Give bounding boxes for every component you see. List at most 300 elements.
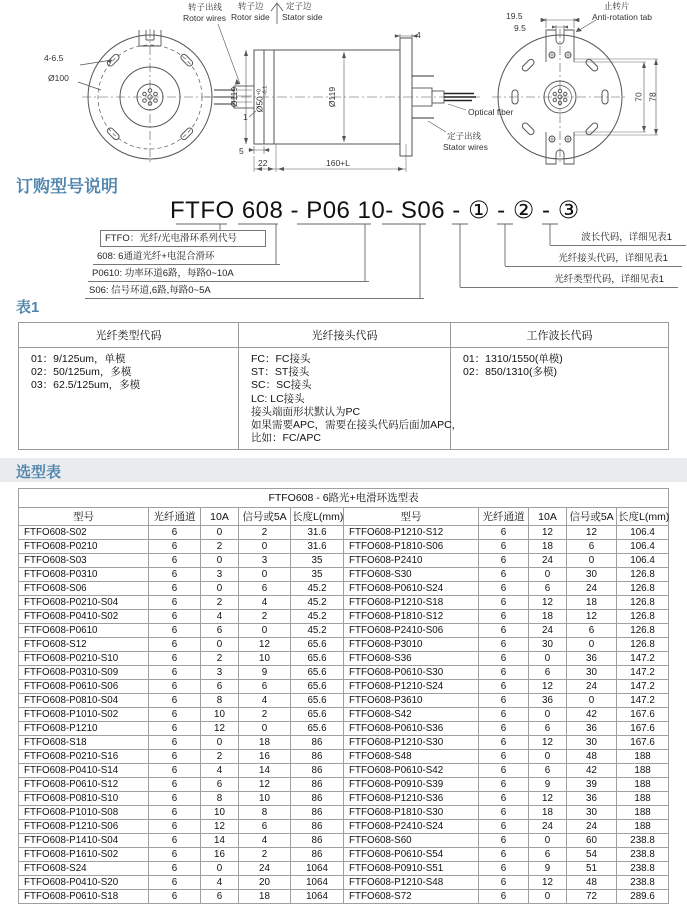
model-cell: FTFO608-S03 bbox=[19, 554, 149, 568]
value-cell: 24 bbox=[529, 624, 567, 638]
value-cell: 24 bbox=[567, 680, 617, 694]
value-cell: 6 bbox=[479, 890, 529, 904]
value-cell: 6 bbox=[479, 764, 529, 778]
value-cell: 126.8 bbox=[617, 582, 669, 596]
value-cell: 36 bbox=[567, 792, 617, 806]
model-cell: FTFO608-P0310-S09 bbox=[19, 666, 149, 680]
column-header: 光纤接头代码 bbox=[239, 323, 451, 348]
connector-cell bbox=[239, 348, 463, 450]
value-cell: 2 bbox=[201, 540, 239, 554]
value-cell: 6 bbox=[529, 764, 567, 778]
value-cell: 6 bbox=[149, 820, 201, 834]
table-row bbox=[19, 582, 669, 596]
model-cell: FTFO608-P0610-S06 bbox=[19, 680, 149, 694]
value-cell: 2 bbox=[239, 708, 291, 722]
table-row bbox=[19, 792, 669, 806]
code-line: LC: LC接头 bbox=[251, 392, 305, 405]
value-cell: 42 bbox=[567, 764, 617, 778]
model-cell: FTFO608-S02 bbox=[19, 526, 149, 540]
model-cell: FTFO608-P0410-S14 bbox=[19, 764, 149, 778]
value-cell: 6 bbox=[149, 554, 201, 568]
model-cell: FTFO608-P0610-S24 bbox=[344, 582, 479, 596]
value-cell: 6 bbox=[529, 848, 567, 862]
table-row bbox=[19, 638, 669, 652]
value-cell: 12 bbox=[239, 638, 291, 652]
value-cell: 6 bbox=[529, 582, 567, 596]
model-cell: FTFO608-S18 bbox=[19, 736, 149, 750]
value-cell: 167.6 bbox=[617, 708, 669, 722]
value-cell: 188 bbox=[617, 764, 669, 778]
code-table bbox=[18, 322, 669, 450]
value-cell: 167.6 bbox=[617, 736, 669, 750]
rotor-side-label-en: Rotor side bbox=[231, 12, 270, 22]
line-art bbox=[0, 0, 687, 172]
value-cell: 106.4 bbox=[617, 540, 669, 554]
front-holes-dim: 4-6.5 bbox=[44, 53, 64, 63]
value-cell: 14 bbox=[239, 764, 291, 778]
value-cell: 36 bbox=[529, 694, 567, 708]
model-cell: FTFO608-S36 bbox=[344, 652, 479, 666]
ordering-section bbox=[0, 172, 687, 296]
value-cell: 65.6 bbox=[291, 694, 344, 708]
model-cell: FTFO608-S72 bbox=[344, 890, 479, 904]
value-cell: 12 bbox=[239, 778, 291, 792]
selection-header-row bbox=[19, 508, 669, 526]
wavelength-cell bbox=[451, 348, 669, 450]
value-cell: 0 bbox=[239, 624, 291, 638]
model-cell: FTFO608-P2410 bbox=[344, 554, 479, 568]
value-cell: 12 bbox=[567, 526, 617, 540]
table-row bbox=[19, 610, 669, 624]
column-header: 信号或5A bbox=[239, 508, 291, 526]
value-cell: 6 bbox=[567, 540, 617, 554]
model-cell: FTFO608-S60 bbox=[344, 834, 479, 848]
code-line: 02：50/125um，多模 bbox=[31, 366, 132, 379]
table-row bbox=[19, 750, 669, 764]
value-cell: 6 bbox=[479, 750, 529, 764]
value-cell: 12 bbox=[529, 680, 567, 694]
value-cell: 1064 bbox=[291, 876, 344, 890]
value-cell: 86 bbox=[291, 792, 344, 806]
table-row bbox=[19, 666, 669, 680]
value-cell: 6 bbox=[201, 680, 239, 694]
value-cell: 24 bbox=[529, 554, 567, 568]
value-cell: 238.8 bbox=[617, 848, 669, 862]
code-item-ftfo: FTFO：光纤/光电滑环系列代号 bbox=[100, 230, 266, 247]
step1-dim: 1 bbox=[243, 112, 248, 122]
value-cell: 39 bbox=[567, 778, 617, 792]
code-line: 01：1310/1550(单模) bbox=[463, 353, 563, 365]
value-cell: 12 bbox=[529, 792, 567, 806]
value-cell: 0 bbox=[201, 736, 239, 750]
value-cell: 6 bbox=[149, 736, 201, 750]
value-cell: 45.2 bbox=[291, 610, 344, 624]
value-cell: 10 bbox=[239, 792, 291, 806]
code-line: 01：9/125um，单模 bbox=[31, 353, 126, 365]
value-cell: 0 bbox=[567, 694, 617, 708]
value-cell: 0 bbox=[201, 582, 239, 596]
code-item-wavelength: 波长代码，详细见表1 bbox=[550, 230, 686, 246]
table-row bbox=[19, 540, 669, 554]
value-cell: 18 bbox=[239, 890, 291, 904]
value-cell: 6 bbox=[479, 680, 529, 694]
value-cell: 54 bbox=[567, 848, 617, 862]
model-cell: FTFO608-P0210-S16 bbox=[19, 750, 149, 764]
value-cell: 1064 bbox=[291, 862, 344, 876]
value-cell: 65.6 bbox=[291, 708, 344, 722]
value-cell: 60 bbox=[567, 834, 617, 848]
table-row bbox=[19, 834, 669, 848]
value-cell: 188 bbox=[617, 750, 669, 764]
value-cell: 35 bbox=[291, 568, 344, 582]
value-cell: 12 bbox=[529, 526, 567, 540]
model-cell: FTFO608-P1210-S30 bbox=[344, 736, 479, 750]
value-cell: 12 bbox=[529, 736, 567, 750]
value-cell: 31.6 bbox=[291, 540, 344, 554]
value-cell: 0 bbox=[201, 554, 239, 568]
value-cell: 6 bbox=[149, 890, 201, 904]
value-cell: 0 bbox=[239, 540, 291, 554]
model-cell: FTFO608-P1210 bbox=[19, 722, 149, 736]
model-cell: FTFO608-S12 bbox=[19, 638, 149, 652]
value-cell: 18 bbox=[529, 806, 567, 820]
value-cell: 0 bbox=[201, 526, 239, 540]
value-cell: 2 bbox=[239, 848, 291, 862]
value-cell: 106.4 bbox=[617, 554, 669, 568]
value-cell: 14 bbox=[201, 834, 239, 848]
stator-side-label-en: Stator side bbox=[282, 12, 323, 22]
anti-rotation-tab-label-cn: 止转片 bbox=[604, 1, 630, 11]
value-cell: 2 bbox=[201, 596, 239, 610]
value-cell: 45.2 bbox=[291, 582, 344, 596]
value-cell: 6 bbox=[149, 666, 201, 680]
anti-rotation-tab-label-en: Anti-rotation tab bbox=[592, 12, 653, 22]
technical-drawings bbox=[0, 0, 687, 172]
table-row bbox=[19, 596, 669, 610]
value-cell: 24 bbox=[529, 820, 567, 834]
model-cell: FTFO608-P0810-S04 bbox=[19, 694, 149, 708]
value-cell: 45.2 bbox=[291, 624, 344, 638]
table1-section bbox=[0, 296, 687, 458]
value-cell: 6 bbox=[149, 834, 201, 848]
value-cell: 6 bbox=[149, 876, 201, 890]
table-row bbox=[19, 526, 669, 540]
model-cell: FTFO608-P1210-S18 bbox=[344, 596, 479, 610]
value-cell: 72 bbox=[567, 890, 617, 904]
value-cell: 126.8 bbox=[617, 624, 669, 638]
column-header: 长度L(mm) bbox=[291, 508, 344, 526]
value-cell: 6 bbox=[479, 540, 529, 554]
value-cell: 238.8 bbox=[617, 834, 669, 848]
value-cell: 6 bbox=[201, 890, 239, 904]
value-cell: 8 bbox=[201, 792, 239, 806]
value-cell: 12 bbox=[529, 596, 567, 610]
table-row bbox=[19, 554, 669, 568]
model-cell: FTFO608-S06 bbox=[19, 582, 149, 596]
value-cell: 0 bbox=[529, 890, 567, 904]
value-cell: 8 bbox=[239, 806, 291, 820]
value-cell: 31.6 bbox=[291, 526, 344, 540]
value-cell: 3 bbox=[201, 568, 239, 582]
flange-dia-dim: Ø119 bbox=[229, 86, 240, 108]
value-cell: 35 bbox=[291, 554, 344, 568]
code-item-fiber-type: 光纤类型代码，详细见表1 bbox=[460, 272, 678, 288]
model-cell: FTFO608-P2410-S06 bbox=[344, 624, 479, 638]
model-cell: FTFO608-P1810-S12 bbox=[344, 610, 479, 624]
value-cell: 86 bbox=[291, 736, 344, 750]
value-cell: 6 bbox=[529, 722, 567, 736]
code-line: SC：SC接头 bbox=[251, 379, 312, 392]
ordering-heading: 订购型号说明 bbox=[16, 177, 118, 196]
value-cell: 6 bbox=[479, 554, 529, 568]
value-cell: 6 bbox=[479, 596, 529, 610]
code-item-s06: S06: 信号环道,6路,每路0~5A bbox=[85, 283, 424, 299]
optical-fiber-label: Optical fiber bbox=[468, 107, 514, 117]
stator-wires-label-cn: 定子出线 bbox=[447, 131, 482, 141]
model-cell: FTFO608-P0610-S18 bbox=[19, 890, 149, 904]
value-cell: 6 bbox=[479, 736, 529, 750]
model-cell: FTFO608-P0910-S39 bbox=[344, 778, 479, 792]
model-cell: FTFO608-P1410-S04 bbox=[19, 834, 149, 848]
table-row bbox=[19, 806, 669, 820]
table-row bbox=[19, 694, 669, 708]
column-header: 型号 bbox=[19, 508, 149, 526]
value-cell: 3 bbox=[201, 666, 239, 680]
value-cell: 6 bbox=[479, 624, 529, 638]
model-cell: FTFO608-P0210-S10 bbox=[19, 652, 149, 666]
column-header: 光纤通道 bbox=[479, 508, 529, 526]
value-cell: 0 bbox=[529, 834, 567, 848]
value-cell: 6 bbox=[479, 876, 529, 890]
table-row bbox=[19, 890, 669, 904]
model-cell: FTFO608-P1210-S48 bbox=[344, 876, 479, 890]
step5-dim: 5 bbox=[239, 146, 244, 156]
value-cell: 18 bbox=[239, 736, 291, 750]
value-cell: 65.6 bbox=[291, 652, 344, 666]
value-cell: 1064 bbox=[291, 890, 344, 904]
value-cell: 10 bbox=[201, 806, 239, 820]
value-cell: 9 bbox=[529, 778, 567, 792]
model-cell: FTFO608-P0410-S20 bbox=[19, 876, 149, 890]
value-cell: 6 bbox=[201, 778, 239, 792]
value-cell: 86 bbox=[291, 750, 344, 764]
tab-width-dim: 19.5 bbox=[506, 11, 523, 21]
value-cell: 18 bbox=[567, 596, 617, 610]
column-header: 光纤通道 bbox=[149, 508, 201, 526]
model-cell: FTFO608-S24 bbox=[19, 862, 149, 876]
value-cell: 9 bbox=[239, 666, 291, 680]
table-row bbox=[19, 862, 669, 876]
value-cell: 126.8 bbox=[617, 638, 669, 652]
value-cell: 86 bbox=[291, 820, 344, 834]
value-cell: 4 bbox=[239, 834, 291, 848]
value-cell: 24 bbox=[567, 820, 617, 834]
value-cell: 6 bbox=[479, 834, 529, 848]
table-row bbox=[19, 848, 669, 862]
value-cell: 12 bbox=[567, 610, 617, 624]
value-cell: 6 bbox=[149, 582, 201, 596]
table1-heading: 表1 bbox=[16, 299, 40, 316]
value-cell: 86 bbox=[291, 848, 344, 862]
value-cell: 6 bbox=[149, 806, 201, 820]
model-cell: FTFO608-P0610-S54 bbox=[344, 848, 479, 862]
value-cell: 0 bbox=[529, 568, 567, 582]
table1-header-row bbox=[19, 323, 669, 348]
value-cell: 6 bbox=[149, 596, 201, 610]
value-cell: 16 bbox=[239, 750, 291, 764]
table-row bbox=[19, 652, 669, 666]
value-cell: 30 bbox=[567, 568, 617, 582]
table1-body-row bbox=[19, 348, 669, 450]
table-row bbox=[19, 764, 669, 778]
value-cell: 6 bbox=[149, 708, 201, 722]
model-cell: FTFO608-P1210-S36 bbox=[344, 792, 479, 806]
value-cell: 4 bbox=[239, 596, 291, 610]
value-cell: 6 bbox=[239, 582, 291, 596]
value-cell: 12 bbox=[201, 722, 239, 736]
code-item-608: 608: 6通道光纤+电混合滑环 bbox=[93, 249, 280, 265]
dim-70: 70 bbox=[633, 92, 644, 102]
value-cell: 147.2 bbox=[617, 694, 669, 708]
column-header: 长度L(mm) bbox=[617, 508, 669, 526]
model-cell: FTFO608-P1810-S30 bbox=[344, 806, 479, 820]
value-cell: 65.6 bbox=[291, 666, 344, 680]
value-cell: 6 bbox=[149, 540, 201, 554]
value-cell: 42 bbox=[567, 708, 617, 722]
value-cell: 86 bbox=[291, 778, 344, 792]
value-cell: 4 bbox=[239, 694, 291, 708]
value-cell: 3 bbox=[239, 554, 291, 568]
value-cell: 0 bbox=[567, 554, 617, 568]
value-cell: 6 bbox=[149, 638, 201, 652]
value-cell: 6 bbox=[479, 778, 529, 792]
model-cell: FTFO608-P1210-S06 bbox=[19, 820, 149, 834]
fiber-type-cell bbox=[19, 348, 239, 450]
column-header: 工作波长代码 bbox=[451, 323, 669, 348]
value-cell: 65.6 bbox=[291, 638, 344, 652]
code-line: ST：ST接头 bbox=[251, 366, 310, 379]
value-cell: 0 bbox=[567, 638, 617, 652]
value-cell: 18 bbox=[529, 610, 567, 624]
value-cell: 6 bbox=[567, 624, 617, 638]
model-cell: FTFO608-P1010-S02 bbox=[19, 708, 149, 722]
value-cell: 6 bbox=[479, 806, 529, 820]
rotor-wires-label-cn: 转子出线 bbox=[188, 2, 223, 12]
value-cell: 6 bbox=[149, 610, 201, 624]
column-header: 10A bbox=[201, 508, 239, 526]
rotor-side-label-cn: 转子边 bbox=[238, 1, 264, 11]
value-cell: 36 bbox=[567, 722, 617, 736]
model-cell: FTFO608-S48 bbox=[344, 750, 479, 764]
code-item-p0610: P0610: 功率环道6路，每路0~10A bbox=[88, 266, 369, 282]
value-cell: 6 bbox=[149, 526, 201, 540]
value-cell: 238.8 bbox=[617, 862, 669, 876]
value-cell: 0 bbox=[529, 652, 567, 666]
code-line: 比如：FC/APC bbox=[251, 432, 322, 445]
value-cell: 6 bbox=[479, 638, 529, 652]
value-cell: 6 bbox=[149, 568, 201, 582]
model-cell: FTFO608-P0210-S04 bbox=[19, 596, 149, 610]
value-cell: 188 bbox=[617, 778, 669, 792]
model-cell: FTFO608-P3010 bbox=[344, 638, 479, 652]
value-cell: 48 bbox=[567, 750, 617, 764]
value-cell: 6 bbox=[479, 568, 529, 582]
value-cell: 8 bbox=[201, 694, 239, 708]
value-cell: 6 bbox=[479, 848, 529, 862]
value-cell: 10 bbox=[201, 708, 239, 722]
value-cell: 6 bbox=[239, 820, 291, 834]
model-cell: FTFO608-P0310 bbox=[19, 568, 149, 582]
value-cell: 106.4 bbox=[617, 526, 669, 540]
value-cell: 4 bbox=[201, 764, 239, 778]
value-cell: 51 bbox=[567, 862, 617, 876]
value-cell: 2 bbox=[239, 526, 291, 540]
value-cell: 6 bbox=[479, 666, 529, 680]
value-cell: 0 bbox=[529, 750, 567, 764]
bore-dia-dim bbox=[254, 86, 268, 113]
value-cell: 2 bbox=[201, 652, 239, 666]
model-cell: FTFO608-P0410-S02 bbox=[19, 610, 149, 624]
value-cell: 6 bbox=[149, 652, 201, 666]
value-cell: 12 bbox=[529, 876, 567, 890]
section-bar bbox=[0, 458, 687, 482]
value-cell: 24 bbox=[239, 862, 291, 876]
stator-side-label-cn: 定子边 bbox=[286, 1, 312, 11]
table-row bbox=[19, 820, 669, 834]
value-cell: 30 bbox=[567, 666, 617, 680]
value-cell: 48 bbox=[567, 876, 617, 890]
value-cell: 6 bbox=[149, 848, 201, 862]
value-cell: 12 bbox=[201, 820, 239, 834]
value-cell: 6 bbox=[479, 652, 529, 666]
value-cell: 6 bbox=[201, 624, 239, 638]
length-dim: 160+L bbox=[326, 158, 350, 168]
code-item-connector: 光纤接头代码，详细见表1 bbox=[505, 251, 682, 267]
model-cell: FTFO608-S30 bbox=[344, 568, 479, 582]
code-line: 接头端面形状默认为PC bbox=[251, 405, 361, 418]
value-cell: 6 bbox=[479, 820, 529, 834]
value-cell: 0 bbox=[239, 568, 291, 582]
value-cell: 4 bbox=[201, 876, 239, 890]
value-cell: 6 bbox=[479, 708, 529, 722]
column-header: 信号或5A bbox=[567, 508, 617, 526]
value-cell: 24 bbox=[567, 582, 617, 596]
value-cell: 9 bbox=[529, 862, 567, 876]
selection-table bbox=[18, 488, 669, 904]
code-line: FC：FC接头 bbox=[251, 353, 311, 365]
bore-dia-value: Ø50 bbox=[254, 96, 265, 113]
value-cell: 6 bbox=[149, 722, 201, 736]
column-header: 10A bbox=[529, 508, 567, 526]
value-cell: 0 bbox=[529, 708, 567, 722]
value-cell: 6 bbox=[529, 666, 567, 680]
value-cell: 36 bbox=[567, 652, 617, 666]
rear4-dim: 4 bbox=[416, 30, 421, 40]
table-row bbox=[19, 736, 669, 750]
table-row bbox=[19, 708, 669, 722]
value-cell: 188 bbox=[617, 820, 669, 834]
front22-dim: 22 bbox=[258, 158, 268, 168]
value-cell: 18 bbox=[529, 540, 567, 554]
rotor-wires-label-en: Rotor wires bbox=[183, 13, 226, 23]
code-line: 02：850/1310(多模) bbox=[463, 366, 557, 379]
value-cell: 147.2 bbox=[617, 680, 669, 694]
value-cell: 6 bbox=[479, 526, 529, 540]
model-number: FTFO 608 - P06 10- S06 - ① - ② - ③ bbox=[170, 197, 580, 224]
model-cell: FTFO608-P0610-S12 bbox=[19, 778, 149, 792]
value-cell: 86 bbox=[291, 764, 344, 778]
value-cell: 188 bbox=[617, 806, 669, 820]
